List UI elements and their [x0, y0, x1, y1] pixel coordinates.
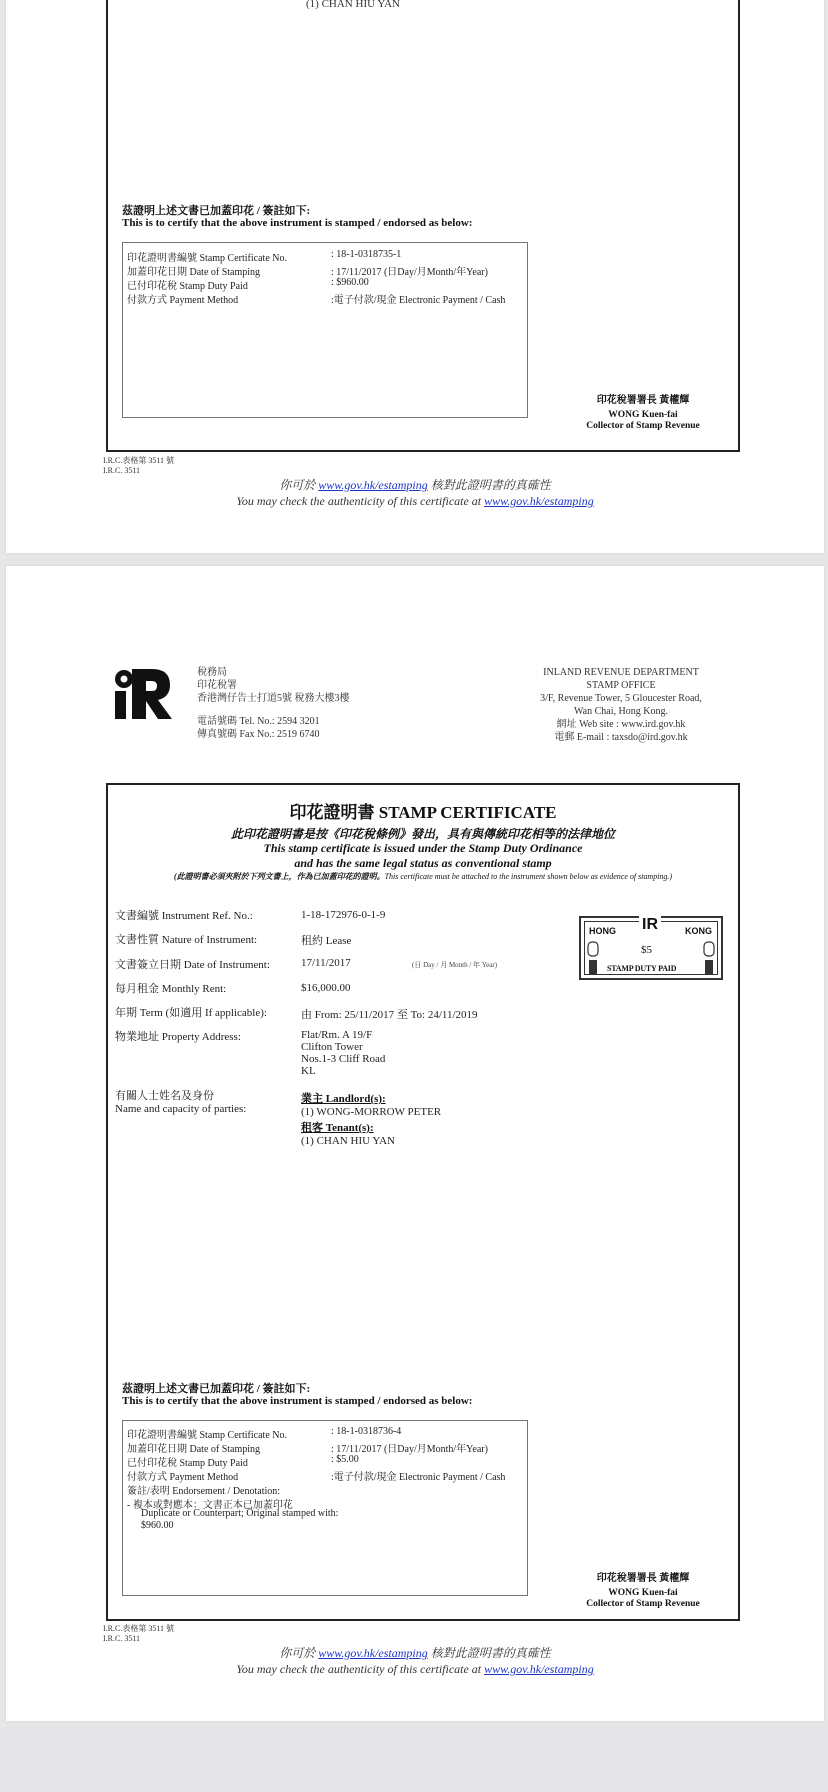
- office-name-zh: 印花稅署: [197, 680, 237, 691]
- stamp-paid-text: STAMP DUTY PAID: [607, 964, 677, 973]
- collector-title: Collector of Stamp Revenue: [586, 421, 700, 431]
- stamp-duty-paid-stamp: [579, 916, 723, 980]
- parties-label: [115, 1090, 246, 1116]
- term-label: 年期 Term (如適用 If applicable):: [115, 1007, 267, 1019]
- parties-label-zh: 有關人士姓名及身份: [115, 1090, 214, 1102]
- nature-label: 文書性質 Nature of Instrument:: [115, 934, 258, 946]
- stamp-kong: KONG: [685, 926, 712, 936]
- instrument-date-label: 文書簽立日期 Date of Instrument:: [115, 959, 270, 971]
- verify-note: [6, 477, 824, 509]
- detail-label: 付款方式 Payment Method: [127, 1472, 239, 1483]
- verify-text: 你可於: [279, 478, 319, 492]
- property-address-label: 物業地址 Property Address:: [115, 1031, 241, 1043]
- stamping-details-box: [122, 1420, 528, 1596]
- verify-line-en: [6, 493, 824, 509]
- collector-name-zh: 印花稅署署長 黃權輝: [596, 1573, 690, 1584]
- detail-value: : 17/11/2017 (日Day/月Month/年Year): [331, 267, 488, 278]
- collector-title: Collector of Stamp Revenue: [586, 1599, 700, 1609]
- detail-label: 加蓋印花日期 Date of Stamping: [127, 267, 261, 278]
- certificate-page-1: [6, 0, 824, 553]
- endorsement-line: - 複本或對應本：文書正本已加蓋印花: [127, 1500, 293, 1511]
- parties-label-en: Name and capacity of parties:: [115, 1103, 247, 1115]
- monthly-rent-label: 每月租金 Monthly Rent:: [115, 983, 227, 995]
- certify-heading-en: This is to certify that the above instrument is stamped / endorsed as below:: [122, 217, 473, 229]
- monthly-rent-value: $16,000.00: [301, 982, 351, 994]
- dept-address-en: [526, 666, 716, 744]
- dept-name-en: INLAND REVENUE DEPARTMENT: [543, 667, 699, 678]
- detail-value: : $5.00: [331, 1454, 359, 1465]
- verify-text: 你可於: [279, 1646, 319, 1660]
- estamping-link[interactable]: www.gov.hk/estamping: [484, 494, 594, 508]
- email: 電郵 E-mail : taxsdo@ird.gov.hk: [554, 732, 688, 743]
- fax-number: 傳真號碼 Fax No.: 2519 6740: [197, 729, 320, 740]
- ird-logo: [110, 667, 174, 721]
- stamp-ir-mark: IR: [639, 916, 661, 934]
- verify-text: 核對此證明書的真確性: [427, 1646, 551, 1660]
- verify-note: [6, 1645, 824, 1677]
- certificate-title: 印花證明書 STAMP CERTIFICATE: [289, 803, 557, 822]
- attach-note: [108, 871, 738, 882]
- attach-note-en: This certificate must be attached to the instrument shown below as evidence of stamping.): [384, 872, 673, 881]
- endorsement-label: 簽註/表明 Endorsement / Denotation:: [127, 1486, 281, 1497]
- legal-status-en-2: and has the same legal status as conventional stamp: [294, 856, 552, 870]
- estamping-link[interactable]: www.gov.hk/estamping: [318, 1646, 428, 1660]
- verify-text: You may check the authenticity of this certificate at: [236, 494, 485, 508]
- term-value: 由 From: 25/11/2017 至 To: 24/11/2019: [301, 1009, 478, 1021]
- endorsement-line: Duplicate or Counterpart; Original stamped with:: [141, 1508, 339, 1519]
- stamp-amount: $5: [641, 944, 652, 956]
- collector-name-en: WONG Kuen-fai: [608, 410, 678, 420]
- form-number-zh: I.R.C.表格第 3511 號: [103, 1624, 175, 1633]
- instrument-ref-value: 1-18-172976-0-1-9: [301, 909, 386, 921]
- ird-logo-icon: [110, 667, 174, 721]
- collector-name-en: WONG Kuen-fai: [608, 1588, 678, 1598]
- detail-value: : 17/11/2017 (日Day/月Month/年Year): [331, 1444, 488, 1455]
- certificate-frame: [106, 783, 740, 1621]
- form-number: [103, 456, 174, 476]
- form-number: [103, 1624, 174, 1644]
- form-number-en: I.R.C. 3511: [103, 1634, 141, 1643]
- stamp-ornament-icon: [587, 940, 599, 976]
- collector-name-zh: 印花稅署署長 黃權輝: [596, 395, 690, 406]
- tenant-name: (1) CHAN HIU YAN: [301, 1135, 395, 1147]
- detail-label: 已付印花稅 Stamp Duty Paid: [127, 1458, 248, 1469]
- address-en-line2: Wan Chai, Hong Kong.: [574, 706, 668, 717]
- tel-number: 電話號碼 Tel. No.: 2594 3201: [197, 716, 320, 727]
- office-name-en: STAMP OFFICE: [586, 680, 656, 691]
- detail-label: 加蓋印花日期 Date of Stamping: [127, 1444, 261, 1455]
- detail-value: : $960.00: [331, 277, 369, 288]
- party-entry: (1) CHAN HIU YAN: [306, 0, 400, 10]
- legal-status-en-1: This stamp certificate is issued under the Stamp Duty Ordinance: [263, 841, 583, 855]
- tenant-heading: 租客 Tenant(s):: [301, 1122, 374, 1134]
- address-en-line1: 3/F, Revenue Tower, 5 Gloucester Road,: [540, 693, 702, 704]
- estamping-link[interactable]: www.gov.hk/estamping: [484, 1662, 594, 1676]
- detail-value: :電子付款/現金 Electronic Payment / Cash: [331, 295, 506, 306]
- address-line: Nos.1-3 Cliff Road: [301, 1053, 386, 1065]
- address-zh: 香港灣仔告士打道5號 稅務大樓3樓: [197, 693, 350, 704]
- instrument-date-value: 17/11/2017: [301, 957, 351, 969]
- certify-heading-zh: 茲證明上述文書已加蓋印花 / 簽註如下:: [122, 1383, 311, 1395]
- verify-text: You may check the authenticity of this certificate at: [236, 1662, 485, 1676]
- website: 網址 Web site : www.ird.gov.hk: [556, 719, 686, 730]
- verify-line-en: [6, 1661, 824, 1677]
- collector-signature: [568, 1573, 718, 1610]
- detail-label: 付款方式 Payment Method: [127, 295, 239, 306]
- collector-signature: [568, 395, 718, 432]
- certify-heading-zh: 茲證明上述文書已加蓋印花 / 簽註如下:: [122, 205, 311, 217]
- detail-label: 已付印花稅 Stamp Duty Paid: [127, 281, 248, 292]
- verify-line-zh: [6, 477, 824, 493]
- certify-heading-en: This is to certify that the above instrument is stamped / endorsed as below:: [122, 1395, 473, 1407]
- stamp-hong: HONG: [589, 926, 616, 936]
- estamping-link[interactable]: www.gov.hk/estamping: [318, 478, 428, 492]
- detail-value: :電子付款/現金 Electronic Payment / Cash: [331, 1472, 506, 1483]
- endorsement-line: $960.00: [141, 1520, 174, 1531]
- address-line: KL: [301, 1065, 316, 1077]
- detail-value: : 18-1-0318736-4: [331, 1426, 402, 1437]
- address-line: Clifton Tower: [301, 1041, 363, 1053]
- dept-address-zh: [197, 666, 350, 741]
- property-address: [301, 1029, 385, 1077]
- form-number-zh: I.R.C.表格第 3511 號: [103, 456, 175, 465]
- date-format-hint: (日 Day / 月 Month / 年 Year): [412, 961, 498, 969]
- certificate-frame: [106, 0, 740, 452]
- landlord-name: (1) WONG-MORROW PETER: [301, 1106, 442, 1118]
- certificate-page-2: [6, 566, 824, 1721]
- detail-label: 印花證明書編號 Stamp Certificate No.: [127, 1430, 287, 1441]
- form-number-en: I.R.C. 3511: [103, 466, 141, 475]
- stamping-details-box: [122, 242, 528, 418]
- legal-status-zh: 此印花證明書是按《印花稅條例》發出，具有與傳統印花相等的法律地位: [230, 827, 615, 841]
- verify-line-zh: [6, 1645, 824, 1661]
- landlord-heading: 業主 Landlord(s):: [301, 1093, 386, 1105]
- verify-text: 核對此證明書的真確性: [427, 478, 551, 492]
- instrument-ref-label: 文書編號 Instrument Ref. No.:: [115, 910, 253, 922]
- address-line: Flat/Rm. A 19/F: [301, 1029, 373, 1041]
- detail-label: 印花證明書編號 Stamp Certificate No.: [127, 253, 287, 264]
- attach-note-zh: (此證明書必須夾附於下列文書上，作為已加蓋印花的證明。: [173, 872, 385, 881]
- nature-value: 租約 Lease: [301, 935, 352, 947]
- dept-name-zh: 稅務局: [197, 667, 227, 678]
- stamp-ornament-icon: [703, 940, 715, 976]
- detail-value: : 18-1-0318735-1: [331, 249, 402, 260]
